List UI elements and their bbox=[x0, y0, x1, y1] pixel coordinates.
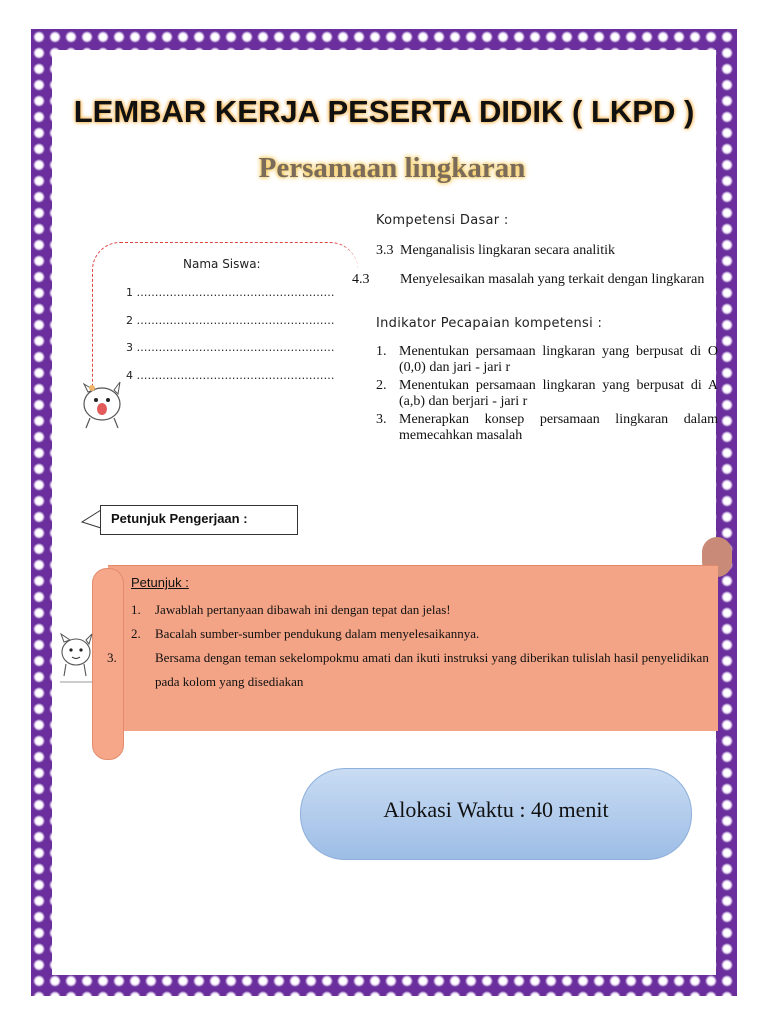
page-title: LEMBAR KERJA PESERTA DIDIK ( LKPD ) bbox=[73, 94, 695, 129]
petunjuk-item-text: Bersama dengan teman sekelompokmu amati dan ikuti instruksi yang diberikan tulislah hasil penyelidikan pada kolom yang disediakan bbox=[155, 650, 709, 689]
time-allocation-badge bbox=[300, 768, 692, 860]
petunjuk-item-2 bbox=[131, 622, 711, 646]
page-subtitle: Persamaan lingkaran bbox=[258, 152, 526, 184]
kompetensi-item-number: 4.3 bbox=[352, 272, 370, 287]
indikator-item-number: 3. bbox=[376, 412, 387, 427]
student-name-line-4[interactable]: 4 ……………………………………………… bbox=[126, 369, 335, 382]
indikator-item-2 bbox=[376, 378, 718, 410]
indikator-item-number: 2. bbox=[376, 378, 387, 393]
indikator-item-1 bbox=[376, 344, 718, 376]
indikator-item-text: Menentukan persamaan lingkaran yang berpusat di O (0,0) dan jari - jari r bbox=[399, 344, 718, 375]
petunjuk-item-1 bbox=[131, 598, 711, 622]
kompetensi-item-1 bbox=[376, 242, 706, 259]
indikator-item-text: Menerapkan konsep persamaan lingkaran dalam memecahkan masalah bbox=[399, 412, 718, 443]
petunjuk-item-number: 3. bbox=[107, 650, 117, 665]
mascot-icon bbox=[78, 378, 128, 430]
indikator-list bbox=[376, 344, 718, 446]
student-name-label: Nama Siswa: bbox=[183, 257, 261, 271]
callout-box bbox=[100, 505, 298, 535]
indikator-item-3 bbox=[376, 412, 718, 444]
indikator-item-number: 1. bbox=[376, 344, 387, 359]
petunjuk-item-text: Bacalah sumber-sumber pendukung dalam menyelesaikannya. bbox=[155, 626, 480, 641]
kompetensi-dasar-label: Kompetensi Dasar : bbox=[376, 213, 509, 228]
kompetensi-item-2 bbox=[352, 271, 730, 288]
indikator-item-text: Menentukan persamaan lingkaran yang berpusat di A (a,b) dan berjari - jari r bbox=[399, 378, 718, 409]
petunjuk-item-3 bbox=[107, 646, 715, 694]
kompetensi-item-text: Menyelesaikan masalah yang terkait dengan lingkaran bbox=[400, 272, 705, 287]
student-name-line-1[interactable]: 1 ……………………………………………… bbox=[126, 286, 335, 299]
petunjuk-item-text: Jawablah pertanyaan dibawah ini dengan tepat dan jelas! bbox=[155, 602, 451, 617]
indikator-label: Indikator Pecapaian kompetensi : bbox=[376, 316, 603, 331]
student-name-line-3[interactable]: 3 ……………………………………………… bbox=[126, 341, 335, 354]
petunjuk-item-number: 1. bbox=[131, 602, 141, 617]
kompetensi-item-number: 3.3 bbox=[376, 243, 394, 258]
time-allocation-text: Alokasi Waktu : 40 menit bbox=[383, 797, 609, 822]
callout-text: Petunjuk Pengerjaan : bbox=[111, 511, 248, 526]
student-name-line-2[interactable]: 2 ……………………………………………… bbox=[126, 314, 335, 327]
petunjuk-item-number: 2. bbox=[131, 626, 141, 641]
petunjuk-label: Petunjuk : bbox=[131, 575, 189, 590]
mascot-small-icon bbox=[56, 630, 96, 686]
kompetensi-item-text: Menganalisis lingkaran secara analitik bbox=[400, 243, 615, 258]
